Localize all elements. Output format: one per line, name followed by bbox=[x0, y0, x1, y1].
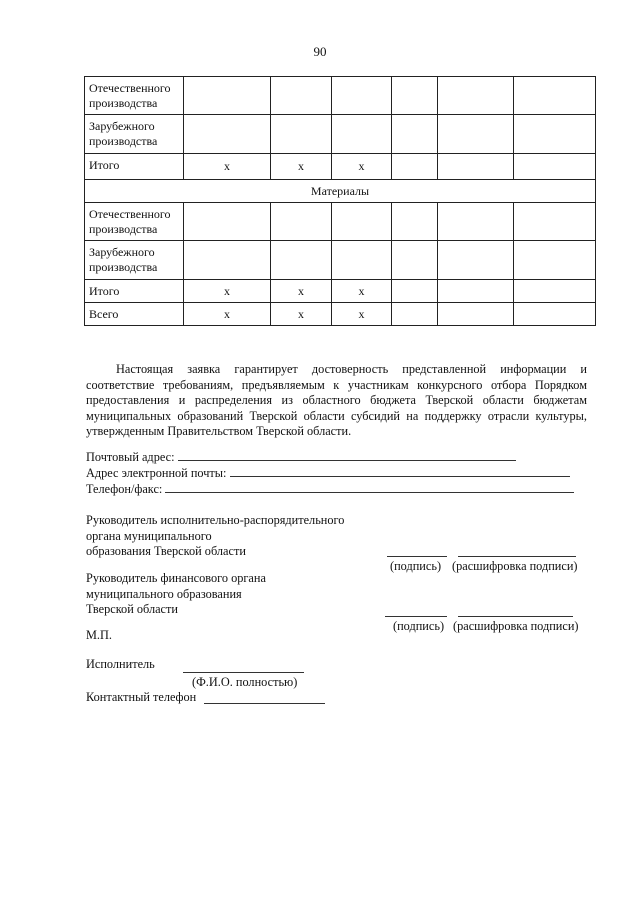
table-cell[interactable] bbox=[184, 203, 271, 241]
table-row bbox=[85, 77, 596, 115]
table-cell[interactable] bbox=[332, 241, 392, 280]
phone-fax-line bbox=[165, 482, 574, 493]
section-title: Материалы bbox=[85, 180, 596, 203]
postal-address-label: Почтовый адрес: bbox=[86, 450, 175, 464]
page-number: 90 bbox=[313, 44, 327, 59]
decoding-caption: (расшифровка подписи) bbox=[453, 619, 579, 633]
table-row bbox=[85, 203, 596, 241]
table-cell[interactable] bbox=[438, 303, 514, 326]
table-cell[interactable]: x bbox=[271, 280, 332, 303]
table-cell[interactable] bbox=[514, 77, 596, 115]
table-cell[interactable] bbox=[332, 203, 392, 241]
table-cell[interactable] bbox=[392, 154, 438, 180]
head-fin-block bbox=[86, 571, 266, 618]
table-cell[interactable] bbox=[184, 77, 271, 115]
table-cell[interactable] bbox=[438, 115, 514, 154]
row-label: Отечественного производства bbox=[85, 77, 184, 115]
table-row bbox=[85, 303, 596, 326]
table-section-row bbox=[85, 180, 596, 203]
table-cell[interactable] bbox=[514, 154, 596, 180]
materials-table bbox=[84, 76, 596, 326]
contact-phone-label: Контактный телефон bbox=[86, 690, 197, 704]
table-cell[interactable]: x bbox=[332, 303, 392, 326]
row-label: Отечественного производства bbox=[85, 203, 184, 241]
table-cell[interactable]: x bbox=[271, 154, 332, 180]
head-exec-block bbox=[86, 513, 344, 560]
email-label: Адрес электронной почты: bbox=[86, 466, 227, 480]
table-cell[interactable]: x bbox=[184, 280, 271, 303]
table-cell[interactable] bbox=[438, 154, 514, 180]
table-row bbox=[85, 241, 596, 280]
table-cell[interactable] bbox=[271, 203, 332, 241]
table-cell[interactable] bbox=[438, 241, 514, 280]
row-label: Зарубежного производства bbox=[85, 241, 184, 280]
head-fin-line: Тверской области bbox=[86, 602, 178, 616]
table-cell[interactable] bbox=[514, 241, 596, 280]
table-cell[interactable] bbox=[438, 203, 514, 241]
phone-fax-field[interactable] bbox=[86, 482, 574, 497]
table-cell[interactable] bbox=[271, 241, 332, 280]
table-cell[interactable] bbox=[514, 303, 596, 326]
row-label: Всего bbox=[85, 303, 184, 326]
head-exec-line: Руководитель исполнительно-распорядительного bbox=[86, 513, 345, 527]
table-cell[interactable] bbox=[514, 203, 596, 241]
head-exec-line: образования Тверской области bbox=[86, 544, 246, 558]
email-line bbox=[230, 466, 570, 477]
table-cell[interactable] bbox=[392, 115, 438, 154]
table-cell[interactable] bbox=[392, 241, 438, 280]
email-field[interactable] bbox=[86, 466, 570, 481]
table-cell[interactable] bbox=[271, 77, 332, 115]
row-label: Итого bbox=[85, 280, 184, 303]
postal-address-field[interactable] bbox=[86, 450, 516, 465]
phone-fax-label: Телефон/факс: bbox=[86, 482, 163, 496]
table-cell[interactable] bbox=[184, 115, 271, 154]
postal-address-line bbox=[178, 450, 516, 461]
fio-caption: (Ф.И.О. полностью) bbox=[192, 675, 298, 689]
table-cell[interactable]: x bbox=[332, 280, 392, 303]
signature-caption: (подпись) bbox=[393, 619, 445, 633]
stamp-place: М.П. bbox=[86, 628, 112, 642]
table-cell[interactable] bbox=[392, 303, 438, 326]
table-cell[interactable] bbox=[271, 115, 332, 154]
table-row bbox=[85, 280, 596, 303]
table-cell[interactable]: x bbox=[184, 154, 271, 180]
signature-line[interactable] bbox=[387, 556, 447, 557]
executor-label: Исполнитель bbox=[86, 657, 155, 671]
decoding-caption: (расшифровка подписи) bbox=[452, 559, 578, 573]
table-cell[interactable]: x bbox=[184, 303, 271, 326]
head-fin-line: Руководитель финансового органа bbox=[86, 571, 266, 585]
table-cell[interactable] bbox=[438, 280, 514, 303]
table-row bbox=[85, 115, 596, 154]
table-cell[interactable] bbox=[392, 77, 438, 115]
row-label: Зарубежного производства bbox=[85, 115, 184, 154]
contact-phone-line[interactable] bbox=[204, 703, 325, 704]
signature-line[interactable] bbox=[385, 616, 447, 617]
table-cell[interactable] bbox=[392, 203, 438, 241]
guarantee-paragraph: Настоящая заявка гарантирует достоверность представленной информации и соответствие требованиям, предъявляемым к участникам конкурсного отбора Порядком предоставления и распределения из областного бюджета Тверской области бюджетам муниципальных образований Тверской области субсидий на поддержку отрасли культуры, утвержденным Правительством Тверской области. bbox=[86, 362, 587, 439]
table-cell[interactable] bbox=[332, 77, 392, 115]
table-row bbox=[85, 154, 596, 180]
head-fin-line: муниципального образования bbox=[86, 586, 242, 601]
table-cell[interactable]: x bbox=[332, 154, 392, 180]
table-cell[interactable] bbox=[332, 115, 392, 154]
table-cell[interactable]: x bbox=[271, 303, 332, 326]
table-cell[interactable] bbox=[514, 115, 596, 154]
row-label: Итого bbox=[85, 154, 184, 180]
signature-caption: (подпись) bbox=[390, 559, 442, 573]
head-exec-line: органа муниципального bbox=[86, 528, 212, 543]
decoding-line[interactable] bbox=[458, 616, 573, 617]
table-cell[interactable] bbox=[438, 77, 514, 115]
decoding-line[interactable] bbox=[458, 556, 576, 557]
table-cell[interactable] bbox=[184, 241, 271, 280]
table-cell[interactable] bbox=[514, 280, 596, 303]
table-cell[interactable] bbox=[392, 280, 438, 303]
executor-line[interactable] bbox=[183, 672, 304, 673]
